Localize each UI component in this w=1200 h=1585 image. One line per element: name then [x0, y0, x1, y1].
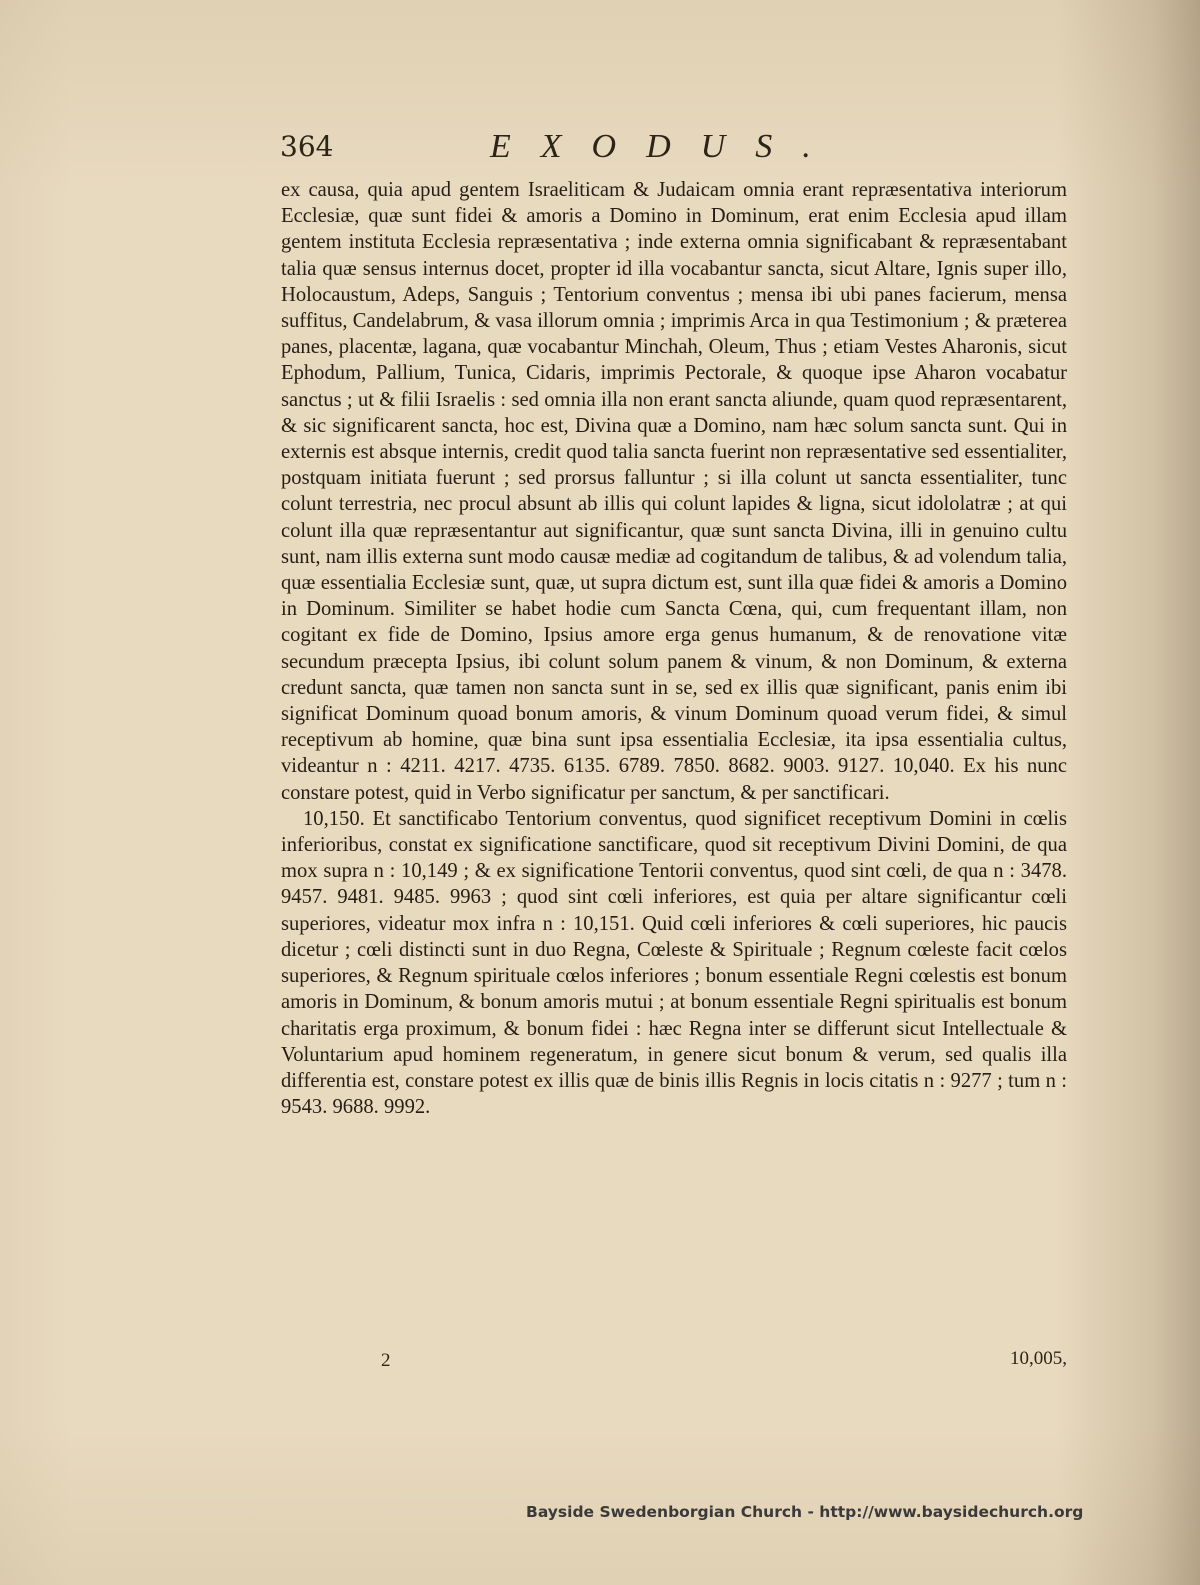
page-footer: [281, 1350, 1067, 1380]
paragraph-10150: 10,150. Et sanctificabo Tentorium conventus, quod significet receptivum Domini in cœlis inferioribus, constat ex significatione sanctificare, quod sit receptivum Divini Domini, de qua mox supra n : 10,149 ; & ex significatione Tentorii conventus, quod sint cœli, de qua n : 3478. 9457. 9481. 9485. 9963 ; quod sint cœli inferiores, est quia per altare significantur cœli superiores, videatur mox infra n : 10,151. Quid cœli inferiores & cœli superiores, hic paucis dicetur ; cœli distincti sunt in duo Regna, Cœleste & Spirituale ; Regnum cœleste facit cœlos superiores, & Regnum spirituale cœlos inferiores ; bonum essentiale Regni cœlestis est bonum amoris in Dominum, & bonum amoris mutui ; at bonum essentiale Regni spiritualis est bonum charitatis erga proximum, & bonum fidei : hæc Regna inter se differunt sicut Intellectuale & Voluntarium apud hominem regeneratum, in genere sicut bonum & verum, sed qualis illa differentia est, constare potest ex illis quæ de binis illis Regnis in locis citatis n : 9277 ; tum n : 9543. 9688. 9992.: [281, 807, 1067, 1119]
running-title: EXODUS.: [490, 128, 841, 165]
signature-mark: 2: [381, 1350, 391, 1371]
page-number: 364: [280, 130, 334, 163]
watermark-text: Bayside Swedenborgian Church - http://www.baysidechurch.org: [526, 1503, 1084, 1521]
catchword: 10,005,: [1010, 1348, 1067, 1369]
paragraph-continuation: ex causa, quia apud gentem Israeliticam & Judaicam omnia erant repræsentativa interiorum Ecclesiæ, quæ sunt fidei & amoris a Domino in Dominum, erat enim Ecclesia apud illam gentem instituta Ecclesia repræsentativa ; inde externa omnia significabant & repræsentabant talia quæ sensus internus docet, propter id illa vocabantur sancta, sicut Altare, Ignis super illo, Holocaustum, Adeps, Sanguis ; Tentorium conventus ; mensa ibi ubi panes facierum, mensa suffitus, Candelabrum, & vasa illorum omnia ; imprimis Arca in qua Testimonium ; & præterea panes, placentæ, lagana, quæ vocabantur Minchah, Oleum, Thus ; etiam Vestes Aharonis, sicut Ephodum, Pallium, Tunica, Cidaris, imprimis Pectorale, & quoque ipse Aharon vocabatur sanctus ; ut & filii Israelis : sed omnia illa non erant sancta aliunde, quam quod repræsentarent, & sic significarent sancta, hoc est, Divina quæ a Domino, nam hæc solum sancta sunt. Qui in externis est absque internis, credit quod talia sancta fuerint non repræsentative sed essentialiter, postquam initiata fuerunt ; sed prorsus falluntur ; si illa colunt ut sancta essentialiter, tunc colunt terrestria, nec procul absunt ab illis qui colunt lapides & ligna, sicut idololatræ ; at qui colunt illa quæ repræsentantur aut significantur, quæ sunt sancta Divina, illi in genuino cultu sunt, nam illis externa sunt modo causæ mediæ ad cogitandum de talibus, & ad volendum talia, quæ essentialia Ecclesiæ sunt, quæ, ut supra dictum est, sunt illa quæ fidei & amoris a Domino in Dominum. Similiter se habet hodie cum Sancta Cœna, qui, cum frequentant illam, non cogitant ex fide de Domino, Ipsius amore erga genus humanum, & de renovatione vitæ secundum præcepta Ipsius, ibi colunt solum panem & vinum, & non Dominum, & externa credunt sancta, quæ tamen non sancta sunt in se, sed ex illis quæ significant, panis enim ibi significat Dominum quoad bonum amoris, & vinum Dominum quoad verum fidei, & simul receptivum ab homine, quæ bina sunt ipsa essentialia Ecclesiæ, ita ipsa essentialia cultus, videantur n : 4211. 4217. 4735. 6135. 6789. 7850. 8682. 9003. 9127. 10,040. Ex his nunc constare potest, quid in Verbo significatur per sanctum, & per sanctificari.: [281, 179, 1067, 804]
page-header: [280, 128, 1080, 172]
body-text: [281, 177, 1067, 1120]
